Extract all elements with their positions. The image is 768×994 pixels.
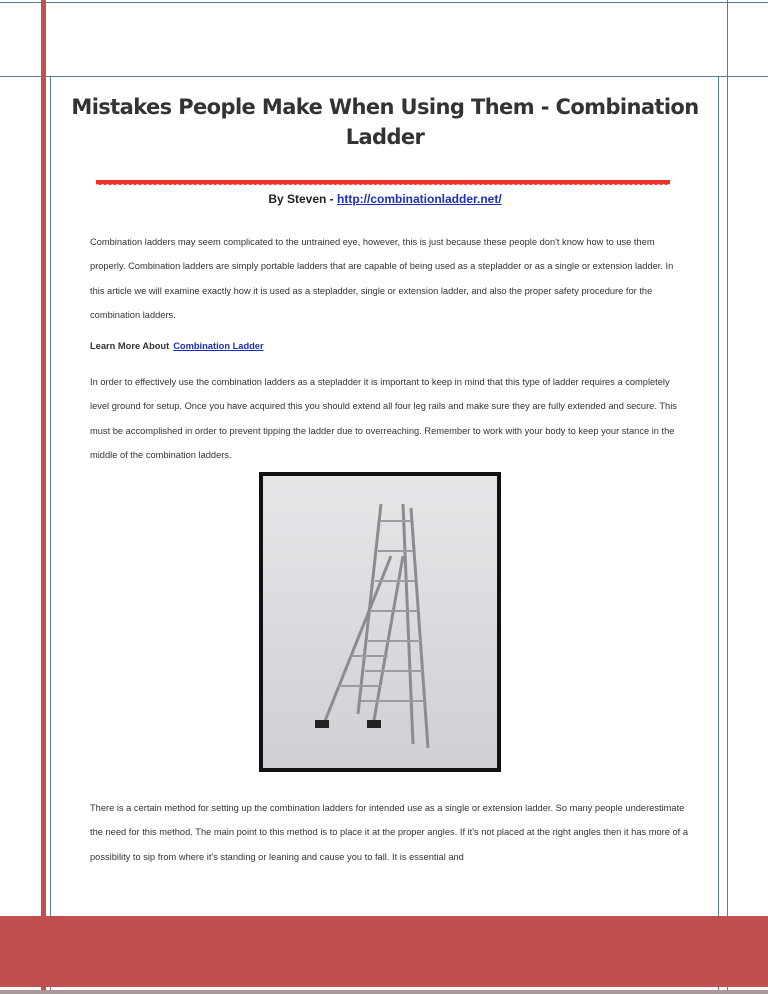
ladder-image <box>263 476 497 768</box>
left-frame-line <box>50 76 51 994</box>
top-border-line <box>0 2 768 3</box>
paragraph-intro: Combination ladders may seem complicated to the untrained eye, however, this is just because these people don't know how to use them properly. Combination ladders are simply portable ladders that are capable of being used as a stepladder or as a single or extension ladder. In this article we will examine exactly how it is used as a stepladder, single or extension ladder, and also the proper safety procedure for the combination ladders. <box>90 237 674 320</box>
header-border-line <box>0 76 768 77</box>
learn-more-link[interactable]: Combination Ladder <box>173 341 264 351</box>
byline-link[interactable]: http://combinationladder.net/ <box>337 192 502 206</box>
learn-more <box>90 334 690 358</box>
ladder-photo <box>259 472 501 772</box>
left-accent-bar <box>41 0 46 994</box>
page-title: Mistakes People Make When Using Them - Combination Ladder <box>71 95 699 149</box>
byline-author: By Steven - <box>268 192 338 206</box>
footer-line <box>0 990 768 994</box>
paragraph-stepladder: In order to effectively use the combination ladders as a stepladder it is important to keep in mind that this type of ladder requires a completely level ground for setup. Once you have acquired this you should extend all four leg rails and make sure they are fully extended and secure. This must be accomplished in order to prevent tipping the ladder due to overreaching. Remember to work with your body to keep your stance in the middle of the combination ladders. <box>90 377 677 460</box>
paragraph-extension: There is a certain method for setting up the combination ladders for intended use as a single or extension ladder. So many people underestimate the need for this method. The main point to this method is to place it at the proper angles. If it's not placed at the right angles then it has more of a possibility to sip from where it's standing or leaning and cause you to fall. It is essential and <box>90 803 688 862</box>
footer-band <box>0 916 768 987</box>
right-frame-line <box>718 76 719 994</box>
learn-more-label: Learn More About <box>90 341 170 351</box>
title-divider <box>96 180 670 185</box>
byline <box>60 192 710 206</box>
right-outer-line <box>727 0 728 994</box>
